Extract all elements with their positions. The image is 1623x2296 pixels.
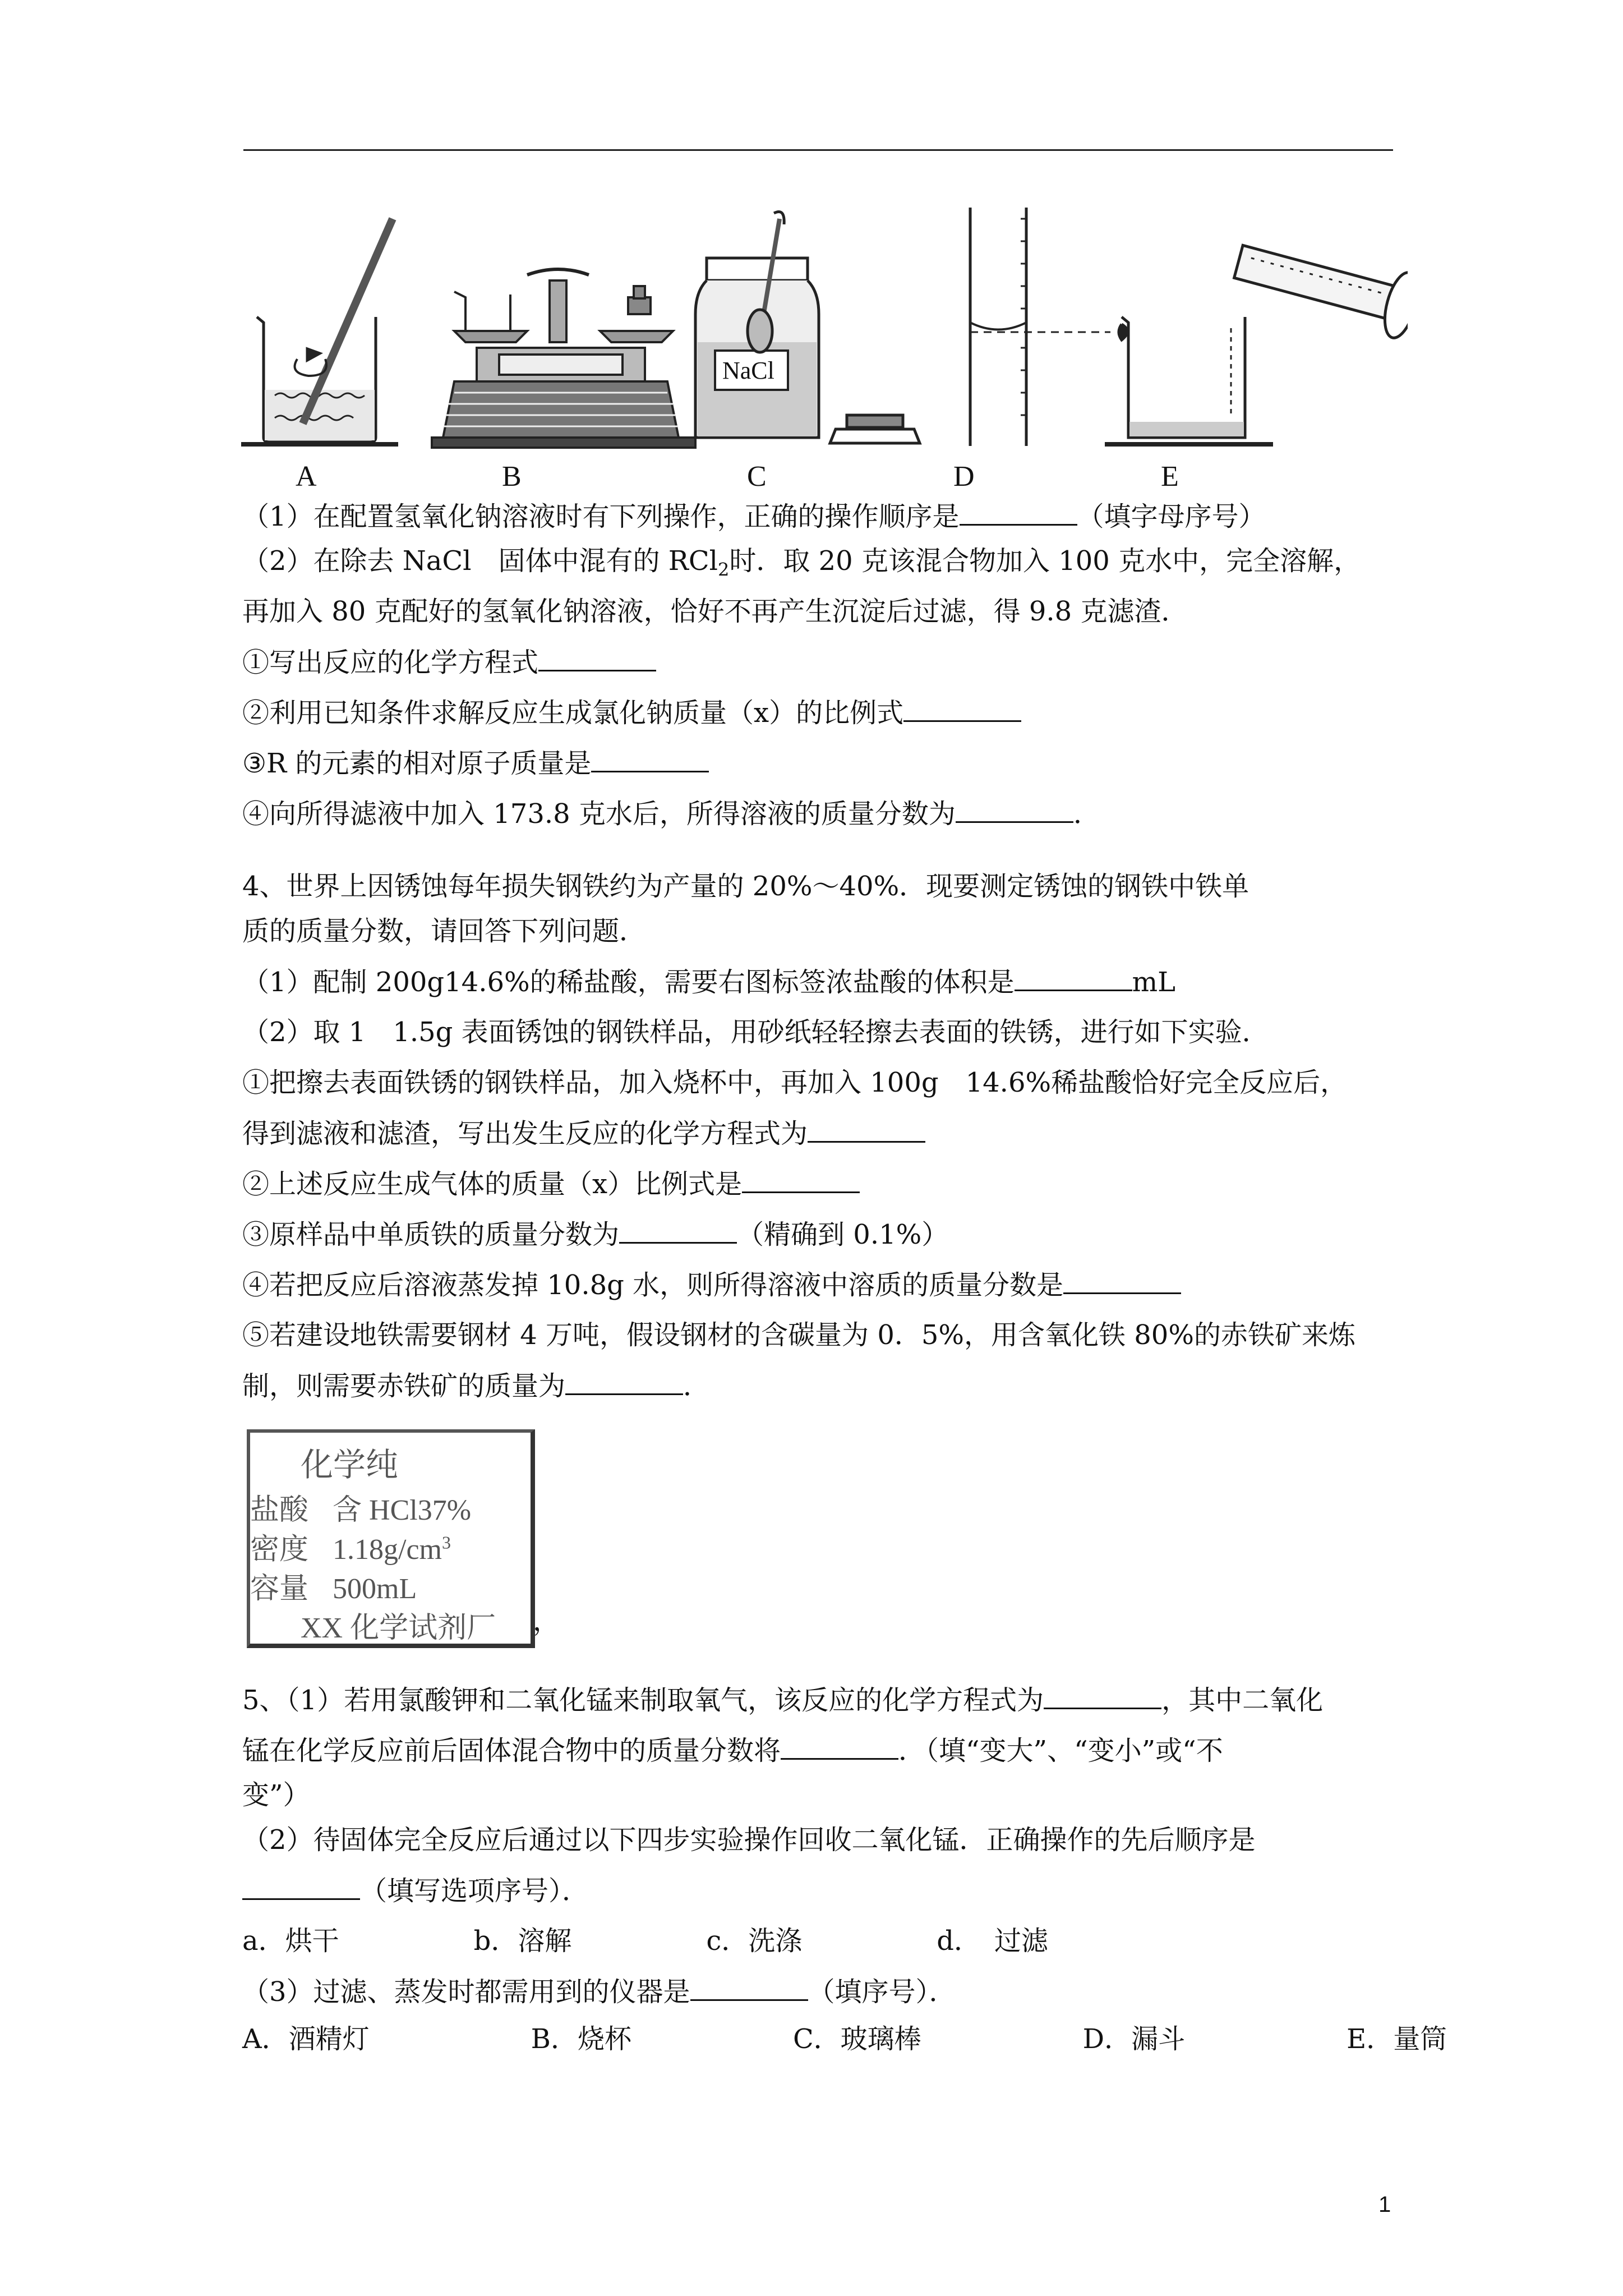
question-text: （1）配制 200g14.6%的稀盐酸，需要右图标签浓盐酸的体积是 — [242, 967, 1015, 998]
question-line — [242, 1975, 956, 2009]
answer-blank[interactable] — [690, 1975, 808, 2001]
figure-label-e: E — [1161, 461, 1179, 493]
reagent-label-title: 化学纯 — [301, 1447, 399, 1483]
question-text: ④向所得滤液中加入 173.8 克水后，所得溶液的质量分数为 — [242, 798, 956, 830]
question-text: ②利用已知条件求解反应生成氯化钠质量（x）的比例式 — [242, 697, 904, 729]
figure-label-c: C — [747, 461, 767, 493]
question-line — [242, 1874, 589, 1908]
question-text: 再加入 80 克配好的氢氧化钠溶液，恰好不再产生沉淀后过滤，得 9.8 克滤渣． — [242, 596, 1188, 627]
question-text: A．酒精灯 B．烧杯 C．玻璃棒 D．漏斗 E．量筒 — [242, 2023, 1447, 2055]
question-text: 4、世界上因锈蚀每年损失钢铁约为产量的 20%～40%．现要测定锈蚀的钢铁中铁单 — [242, 871, 1249, 902]
question-line — [242, 1116, 925, 1151]
question-line — [242, 869, 1249, 903]
question-text: a．烘干 b．溶解 c．洗涤 d． 过滤 — [242, 1925, 1048, 1957]
question-line — [242, 914, 646, 948]
figure-e-pouring — [1105, 229, 1408, 444]
answer-blank[interactable] — [591, 746, 709, 772]
question-text: （3）过滤、蒸发时都需用到的仪器是 — [242, 1976, 690, 2008]
question-line — [242, 1683, 1323, 1717]
reagent-label-maker: XX 化学试剂厂 — [301, 1612, 496, 1644]
reagent-row-volume: 容量 500mL — [250, 1573, 417, 1605]
reagent-label — [247, 1429, 535, 1648]
question-line — [242, 1823, 1256, 1857]
answer-blank[interactable] — [1063, 1268, 1181, 1294]
figure-b-balance — [432, 269, 695, 448]
question-text: ，其中二氧化 — [1161, 1685, 1324, 1716]
answer-blank[interactable] — [1015, 965, 1132, 991]
question-text: ⑤若建设地铁需要钢材 4 万吨，假设钢材的含碳量为 0．5%，用含氧化铁 80%的赤铁矿来炼 — [242, 1319, 1355, 1351]
question-text: mL — [1132, 967, 1176, 998]
figure-a-beaker-stirring — [241, 219, 398, 444]
question-text: ．（填“变大”、“变小”或“不 — [898, 1735, 1223, 1766]
question-text: ②上述反应生成气体的质量（x）比例式是 — [242, 1168, 743, 1200]
answer-blank[interactable] — [565, 1369, 683, 1395]
answer-blank[interactable] — [742, 1167, 860, 1193]
question-text: （2）在除去 NaCl 固体中混有的 RCl — [242, 545, 718, 577]
reagent-row-name: 盐酸 含 HCl37% — [250, 1494, 472, 1526]
question-line — [242, 595, 1188, 628]
question-text: （1）在配置氢氧化钠溶液时有下列操作，正确的操作顺序是 — [242, 501, 960, 532]
question-line — [242, 797, 1100, 831]
question-text: ． — [683, 1370, 711, 1402]
question-text: （填写选项序号）． — [360, 1875, 589, 1907]
question-text: ． — [1073, 798, 1100, 830]
question-line — [242, 1778, 310, 1812]
page-number: 1 — [1378, 2192, 1391, 2217]
question-line — [242, 1015, 1269, 1049]
question-line — [242, 1369, 710, 1403]
question-line — [242, 645, 656, 679]
question-line — [242, 965, 1175, 999]
subscript: 2 — [717, 559, 730, 581]
figure-label-b: B — [502, 461, 522, 493]
question-text: ③R 的元素的相对原子质量是 — [242, 748, 592, 779]
question-text: 5、（1）若用氯酸钾和二氧化锰来制取氧气，该反应的化学方程式为 — [242, 1685, 1044, 1716]
question-text: （填字母序号） — [1077, 501, 1266, 532]
question-text: 时．取 20 克该混合物加入 100 克水中，完全溶解， — [729, 545, 1361, 577]
figure-label-a: A — [296, 461, 317, 493]
question-line — [242, 1924, 1048, 1958]
answer-blank[interactable] — [538, 645, 656, 671]
question-text: ④若把反应后溶液蒸发掉 10.8g 水，则所得溶液中溶质的质量分数是 — [242, 1269, 1064, 1301]
question-text: 质的质量分数，请回答下列问题． — [242, 915, 647, 947]
question-text: ①把擦去表面铁锈的钢铁样品，加入烧杯中，再加入 100g 14.6%稀盐酸恰好完全反应后， — [242, 1067, 1348, 1098]
nacl-label-text: NaCl — [722, 357, 774, 384]
question-text: （2）待固体完全反应后通过以下四步实验操作回收二氧化锰．正确操作的先后顺序是 — [242, 1824, 1256, 1856]
question-line — [242, 2022, 1447, 2056]
answer-blank[interactable] — [1044, 1683, 1161, 1709]
answer-blank[interactable] — [956, 797, 1073, 823]
question-text: 变”） — [242, 1779, 310, 1811]
answer-blank[interactable] — [242, 1874, 360, 1900]
question-line — [242, 1066, 1347, 1099]
question-line — [242, 746, 709, 780]
question-line — [242, 544, 1361, 587]
question-text: 制，则需要赤铁矿的质量为 — [242, 1370, 566, 1402]
answer-blank[interactable] — [781, 1733, 898, 1760]
answer-blank[interactable] — [619, 1217, 737, 1244]
question-line — [242, 499, 1266, 533]
figure-d-cylinder-reading — [970, 208, 1127, 446]
apparatus-figure — [241, 202, 1408, 707]
question-line — [242, 1318, 1355, 1352]
question-text: ③原样品中单质铁的质量分数为 — [242, 1219, 620, 1250]
answer-blank[interactable] — [903, 696, 1021, 722]
header-rule — [243, 149, 1393, 151]
reagent-label-trailing: ， — [533, 1605, 560, 1637]
question-text: ①写出反应的化学方程式 — [242, 647, 539, 678]
question-line — [242, 696, 1021, 730]
answer-blank[interactable] — [808, 1116, 925, 1143]
question-line — [242, 1167, 860, 1201]
question-text: （2）取 1 1.5g 表面锈蚀的钢铁样品，用砂纸轻轻擦去表面的铁锈，进行如下实验． — [242, 1016, 1269, 1048]
question-line — [242, 1268, 1181, 1302]
question-line — [242, 1217, 948, 1251]
question-text: 得到滤液和滤渣，写出发生反应的化学方程式为 — [242, 1118, 808, 1149]
answer-blank[interactable] — [960, 499, 1077, 526]
reagent-row-density: 密度 $1.18g/cm^3$ — [250, 1532, 451, 1566]
question-line — [242, 1733, 1223, 1768]
question-text: （填序号）． — [808, 1976, 956, 2008]
figure-c-reagent-jar — [695, 212, 920, 444]
figure-label-d: D — [953, 461, 975, 493]
question-text: 锰在化学反应前后固体混合物中的质量分数将 — [242, 1735, 781, 1766]
question-text: （精确到 0.1%） — [737, 1219, 949, 1250]
